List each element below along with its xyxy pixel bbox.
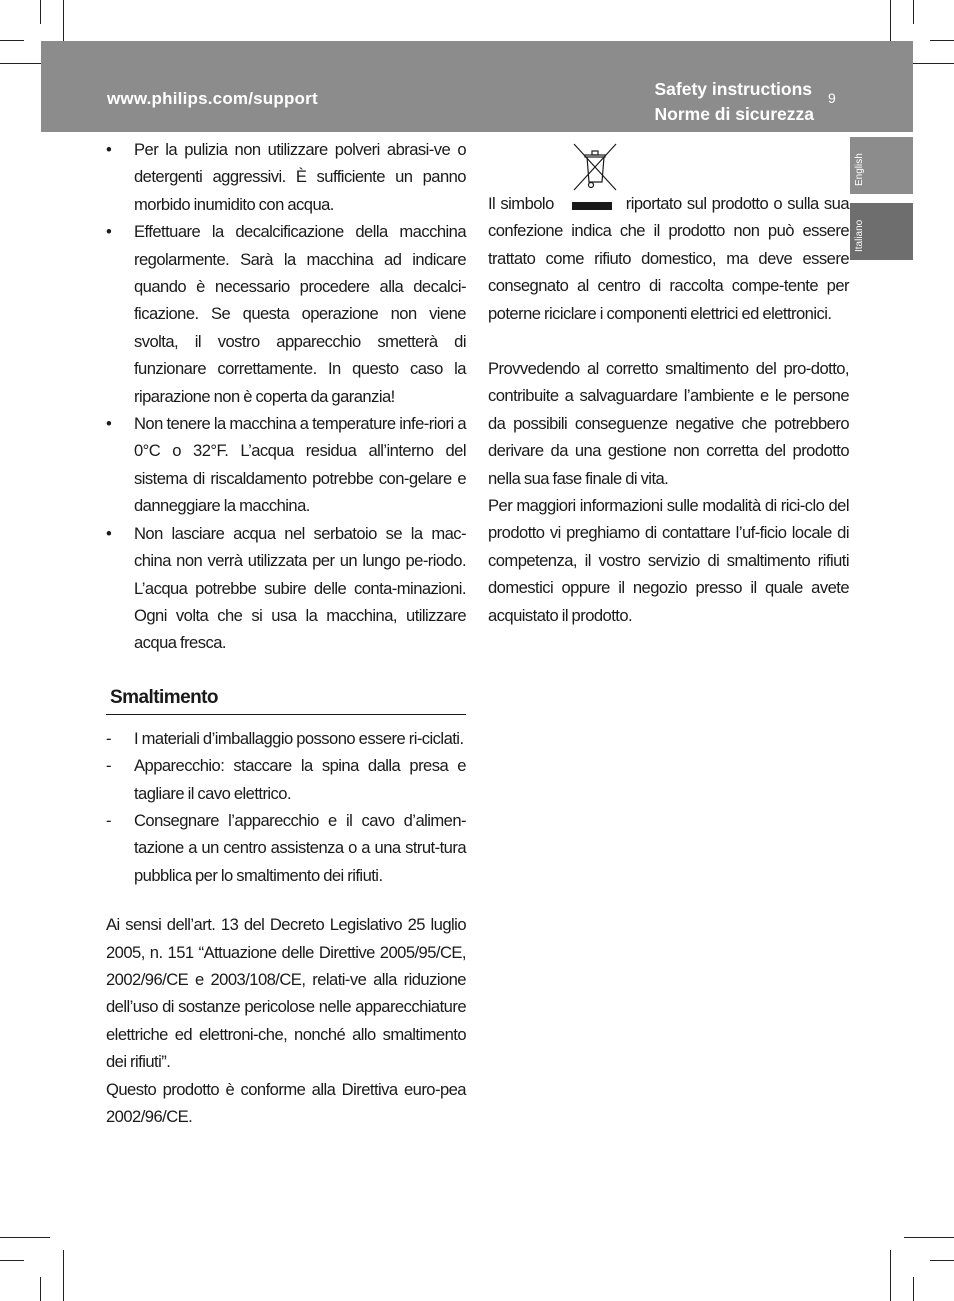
- dash-mark: -: [106, 756, 111, 776]
- page-number: 9: [828, 90, 836, 106]
- legal-paragraph: Ai sensi dell’art. 13 del Decreto Legislativo 25 luglio 2005, n. 151 “Attuazione delle Direttive 2005/95/CE, 2002/96/CE e 2003/108/CE, relati-ve alla riduzione dell’uso di sostanze pericolose nelle apparecchiature elettriche ed elettroni-che, nonché allo smaltimento dei rifiuti”.: [106, 915, 466, 1072]
- bullet-text: Non lasciare acqua nel serbatoio se la mac-china non verrà utilizzata per un lungo pe-riodo. L’acqua potrebbe subire delle conta-minazioni. Ogni volta che si usa la macchina, utilizzare acqua fresca.: [134, 523, 466, 653]
- symbol-intro: [488, 136, 849, 323]
- symbol-prefix: Il simbolo: [488, 194, 554, 213]
- list-item: [106, 136, 466, 218]
- section-heading: Smaltimento: [106, 682, 466, 715]
- left-column: [106, 136, 466, 1130]
- list-item: [106, 807, 466, 889]
- tab-italiano[interactable]: [850, 203, 913, 260]
- bullet-mark: •: [106, 222, 112, 242]
- tab-italiano-label: Italiano: [854, 219, 865, 252]
- title-italian: Norme di sicurezza: [654, 104, 814, 124]
- list-item: [106, 218, 466, 410]
- info-paragraph: Provvedendo al corretto smaltimento del pro-dotto, contribuite a salvaguardare l’ambiente e le persone da possibili conseguenze negative che potrebbero derivare da una gestione non corretta del prodotto nella sua fase finale di vita.: [488, 359, 849, 488]
- list-item: [106, 725, 466, 752]
- right-column: [488, 136, 849, 629]
- title-english: Safety instructions: [654, 79, 813, 99]
- crossed-out-wheelie-bin-icon: [572, 142, 618, 192]
- bullet-text: Effettuare la decalcificazione della macchina regolarmente. Sarà la macchina ad indicare quando è necessario procedere alla decalci-ficazione. Se questa operazione non viene svolta, il vostro apparecchio smetterà di funzionare correttamente. In questo caso la riparazione non è coperta da garanzia!: [134, 222, 466, 406]
- symbol-text: riportato sul prodotto o sulla sua confezione indica che il prodotto non può essere trattato come rifiuto domestico, ma deve essere consegnato al centro di raccolta compe-tente per poterne riciclare i componenti elettrici ed elettronici.: [488, 194, 849, 323]
- legal-paragraph: Questo prodotto è conforme alla Direttiva euro-pea 2002/96/CE.: [106, 1079, 466, 1126]
- dash-mark: -: [106, 728, 111, 748]
- dash-text: I materiali d’imballaggio possono essere ri-ciclati.: [134, 728, 464, 748]
- dash-text: Consegnare l’apparecchio e il cavo d’alimen-tazione a un centro assistenza o a una strut-tura pubblica per lo smaltimento dei rifiuti.: [134, 810, 466, 885]
- bullet-mark: •: [106, 414, 112, 434]
- bullet-text: Per la pulizia non utilizzare polveri abrasi-ve o detergenti aggressivi. È sufficiente un panno morbido inumidito con acqua.: [134, 140, 466, 214]
- dash-mark: -: [106, 810, 111, 830]
- list-item: [106, 752, 466, 807]
- bullet-mark: •: [106, 523, 112, 543]
- bullet-mark: •: [106, 140, 112, 159]
- list-item: [106, 410, 466, 520]
- list-item: [106, 520, 466, 657]
- dash-text: Apparecchio: staccare la spina dalla presa e tagliare il cavo elettrico.: [134, 756, 466, 803]
- info-paragraph: Per maggiori informazioni sulle modalità di rici-clo del prodotto vi preghiamo di contattare l’uf-ficio locale di competenza, il vostro servizio di smaltimento rifiuti domestici oppure il negozio presso il quale avete acquistato il prodotto.: [488, 496, 849, 625]
- tab-english-label: English: [854, 153, 865, 186]
- black-bar-icon: [572, 202, 612, 210]
- support-url[interactable]: www.philips.com/support: [107, 89, 318, 108]
- page-header: [41, 41, 913, 132]
- tab-english[interactable]: [850, 137, 913, 194]
- header-titles: [655, 77, 815, 127]
- bullet-text: Non tenere la macchina a temperature infe-riori a 0°C o 32°F. L’acqua residua all’interno del sistema di riscaldamento potrebbe con-gelare e danneggiare la macchina.: [134, 414, 466, 516]
